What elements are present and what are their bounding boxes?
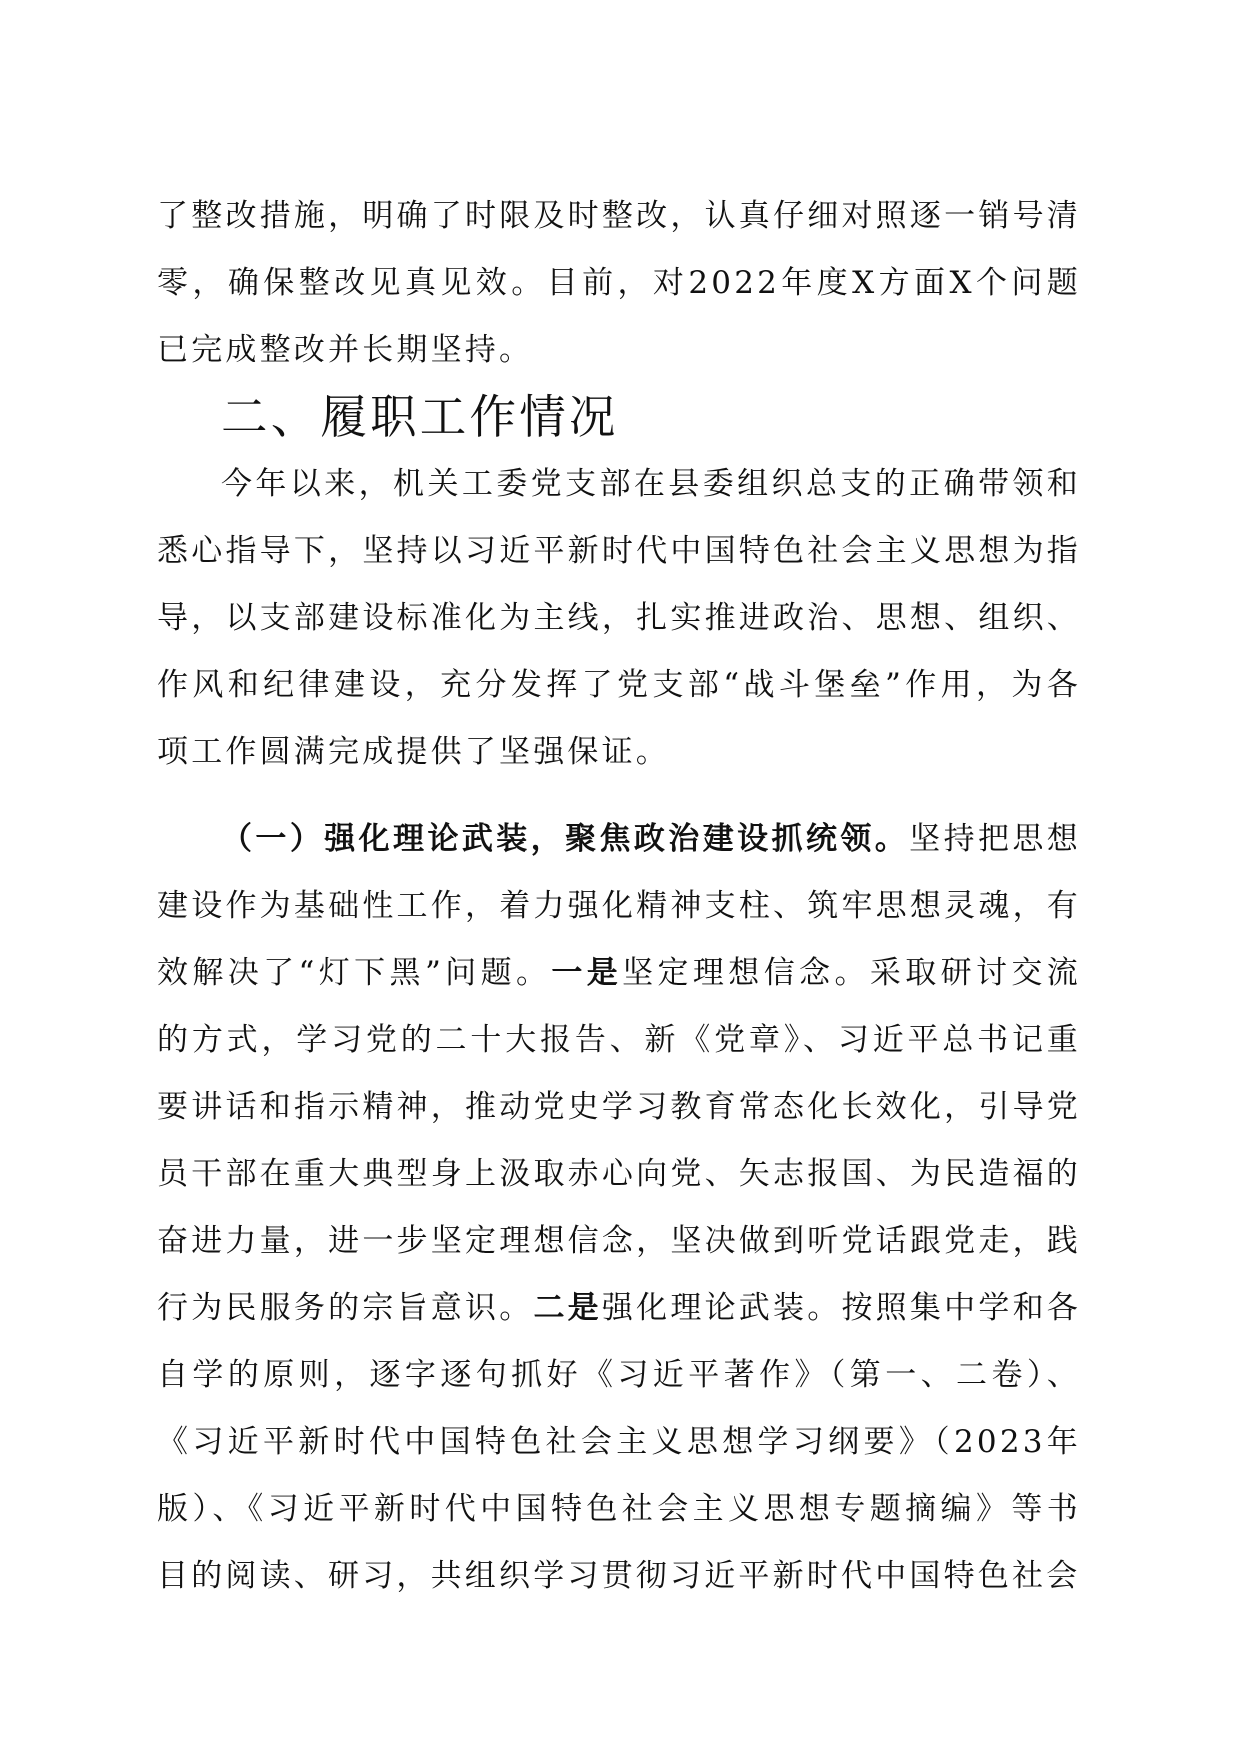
point-1-text: 坚定理想信念。采取研讨交流的方式，学习党的二十大报告、新《党章》、习近平总书记重要讲话和指示精神，推动党史学习教育常态化长效化，引导党员干部在重大典型身上汲取赤心向党、矢志报国、为民造福的奋进力量，进一步坚定理想信念，坚决做到听党话跟党走，践行为民服务的宗旨意识。 [157, 955, 1081, 1326]
point-2-label: 二是 [533, 1290, 602, 1326]
point-2-text: 强化理论武装。按照集中学和各自学的原则，逐字逐句抓好《习近平著作》（第一、二卷）、《习近平新时代中国特色社会主义思想学习纲要》（2023年版）、《习近平新时代中国特色社会主义思想专题摘编》等书目的阅读、研习，共组织学习贯彻习近平新时代中国特色社会 [157, 1290, 1081, 1594]
document-page [157, 183, 1081, 1610]
section-heading: 二、履职工作情况 [221, 390, 619, 444]
continuation-paragraph: 了整改措施，明确了时限及时整改，认真仔细对照逐一销号清零，确保整改见真见效。目前，对2022年度X方面X个问题已完成整改并长期坚持。 [157, 198, 1081, 368]
subsection-text-1: 坚持把思想建设作为基础性工作，着力强化精神支柱、筑牢思想灵魂，有效解决了“灯下黑”问题。 [157, 821, 1082, 991]
subsection-title: （一）强化理论武装，聚焦政治建设抓统领。 [221, 821, 910, 857]
subsection-paragraph [157, 806, 1081, 1610]
intro-paragraph: 今年以来，机关工委党支部在县委组织总支的正确带领和悉心指导下，坚持以习近平新时代中国特色社会主义思想为指导，以支部建设标准化为主线，扎实推进政治、思想、组织、作风和纪律建设，充分发挥了党支部“战斗堡垒”作用，为各项工作圆满完成提供了坚强保证。 [157, 466, 1081, 770]
point-1-label: 一是 [551, 955, 623, 991]
